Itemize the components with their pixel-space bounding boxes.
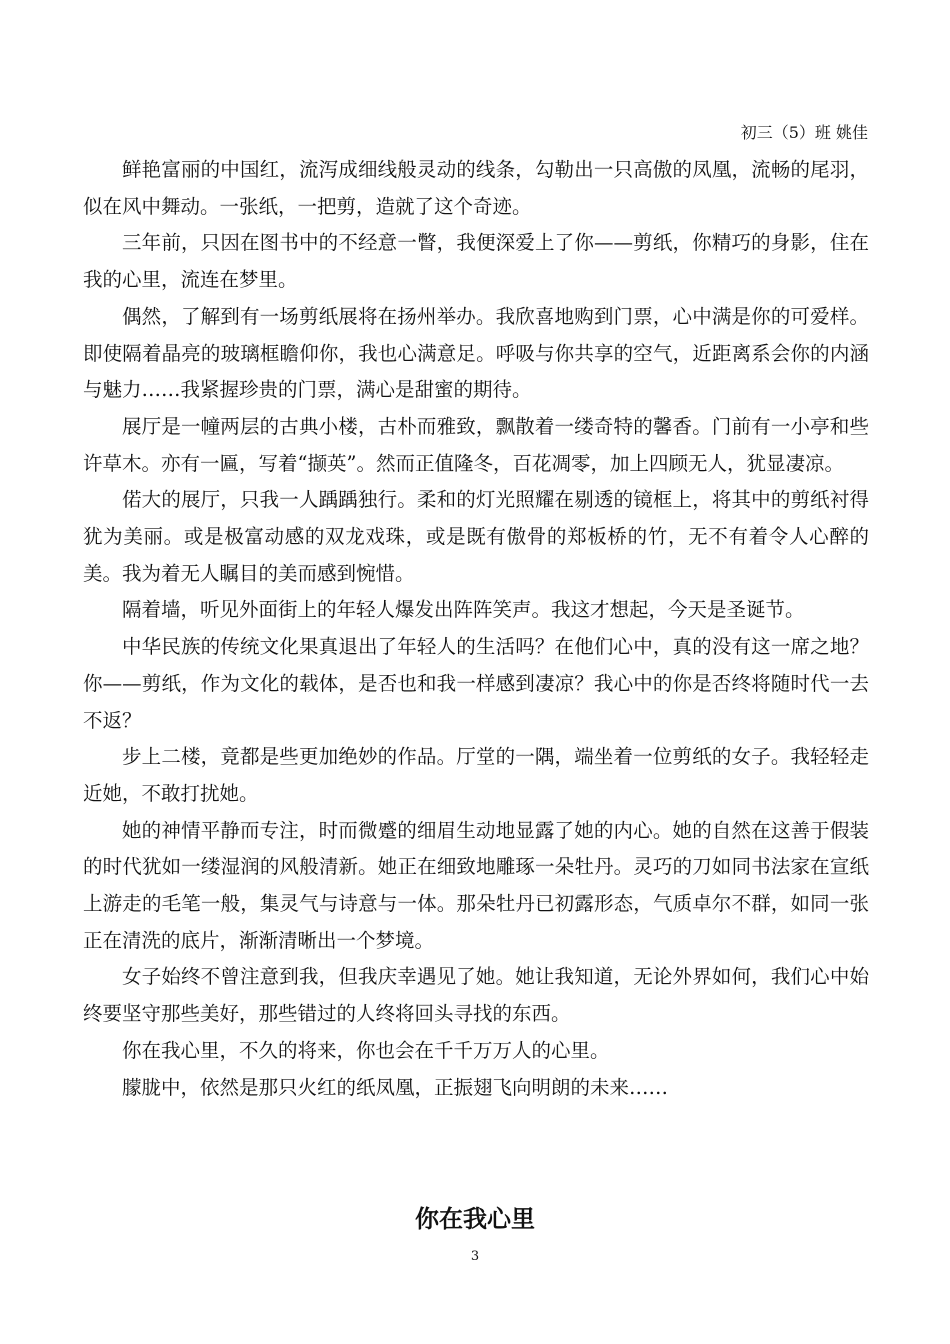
paragraph-7: 中华民族的传统文化果真退出了年轻人的生活吗？在他们心中，真的没有这一席之地？你——剪纸，作为文化的载体，是否也和我一样感到凄凉？我心中的你是否终将随时代一去不返？ bbox=[83, 635, 869, 732]
paragraph-8: 步上二楼，竟都是些更加绝妙的作品。厅堂的一隅，端坐着一位剪纸的女子。我轻轻走近她，不敢打扰她。 bbox=[83, 745, 869, 805]
essay-body bbox=[83, 152, 869, 1106]
paragraph-11: 你在我心里，不久的将来，你也会在千千万万人的心里。 bbox=[122, 1038, 610, 1062]
page-number: 3 bbox=[470, 1249, 480, 1264]
paragraph-12: 朦胧中，依然是那只火红的纸凤凰，正振翅飞向明朗的未来…… bbox=[122, 1075, 669, 1099]
paragraph-6: 隔着墙，听见外面街上的年轻人爆发出阵阵笑声。我这才想起，今天是圣诞节。 bbox=[122, 598, 805, 622]
paragraph-2: 三年前，只因在图书中的不经意一瞥，我便深爱上了你——剪纸，你精巧的身影，住在我的心里，流连在梦里。 bbox=[83, 231, 869, 292]
essay-title: 你在我心里 bbox=[415, 1204, 535, 1233]
paragraph-9: 她的神情平静而专注，时而微蹙的细眉生动地显露了她的内心。她的自然在这善于假装的时代犹如一缕湿润的风般清新。她正在细致地雕琢一朵牡丹。灵巧的刀如同书法家在宣纸上游走的毛笔一般，集灵气与诗意与一体。那朵牡丹已初露形态，气质卓尔不群，如同一张正在清洗的底片，渐渐清晰出一个梦境。 bbox=[83, 818, 869, 952]
paragraph-10: 女子始终不曾注意到我，但我庆幸遇见了她。她让我知道，无论外界如何，我们心中始终要坚守那些美好，那些错过的人终将回头寻找的东西。 bbox=[83, 965, 869, 1026]
paragraph-5: 偌大的展厅，只我一人踽踽独行。柔和的灯光照耀在剔透的镜框上，将其中的剪纸衬得犹为美丽。或是极富动感的双龙戏珠，或是既有傲骨的郑板桥的竹，无不有着令人心醉的美。我为着无人瞩目的美而感到惋惜。 bbox=[83, 488, 869, 585]
paragraph-3: 偶然，了解到有一场剪纸展将在扬州举办。我欣喜地购到门票，心中满是你的可爱样。即使隔着晶亮的玻璃框瞻仰你，我也心满意足。呼吸与你共享的空气，近距离系会你的内涵与魅力……我紧握珍贵的门票，满心是甜蜜的期待。 bbox=[83, 304, 869, 402]
author-line: 初三（5）班 姚佳 bbox=[740, 123, 868, 142]
paragraph-4: 展厅是一幢两层的古典小楼，古朴而雅致，飘散着一缕奇特的馨香。门前有一小亭和些许草木。亦有一匾，写着“撷英”。然而正值隆冬，百花凋零，加上四顾无人，犹显凄凉。 bbox=[83, 414, 869, 475]
paragraph-1: 鲜艳富丽的中国红，流泻成细线般灵动的线条，勾勒出一只高傲的凤凰，流畅的尾羽，似在风中舞动。一张纸，一把剪，造就了这个奇迹。 bbox=[83, 158, 869, 218]
